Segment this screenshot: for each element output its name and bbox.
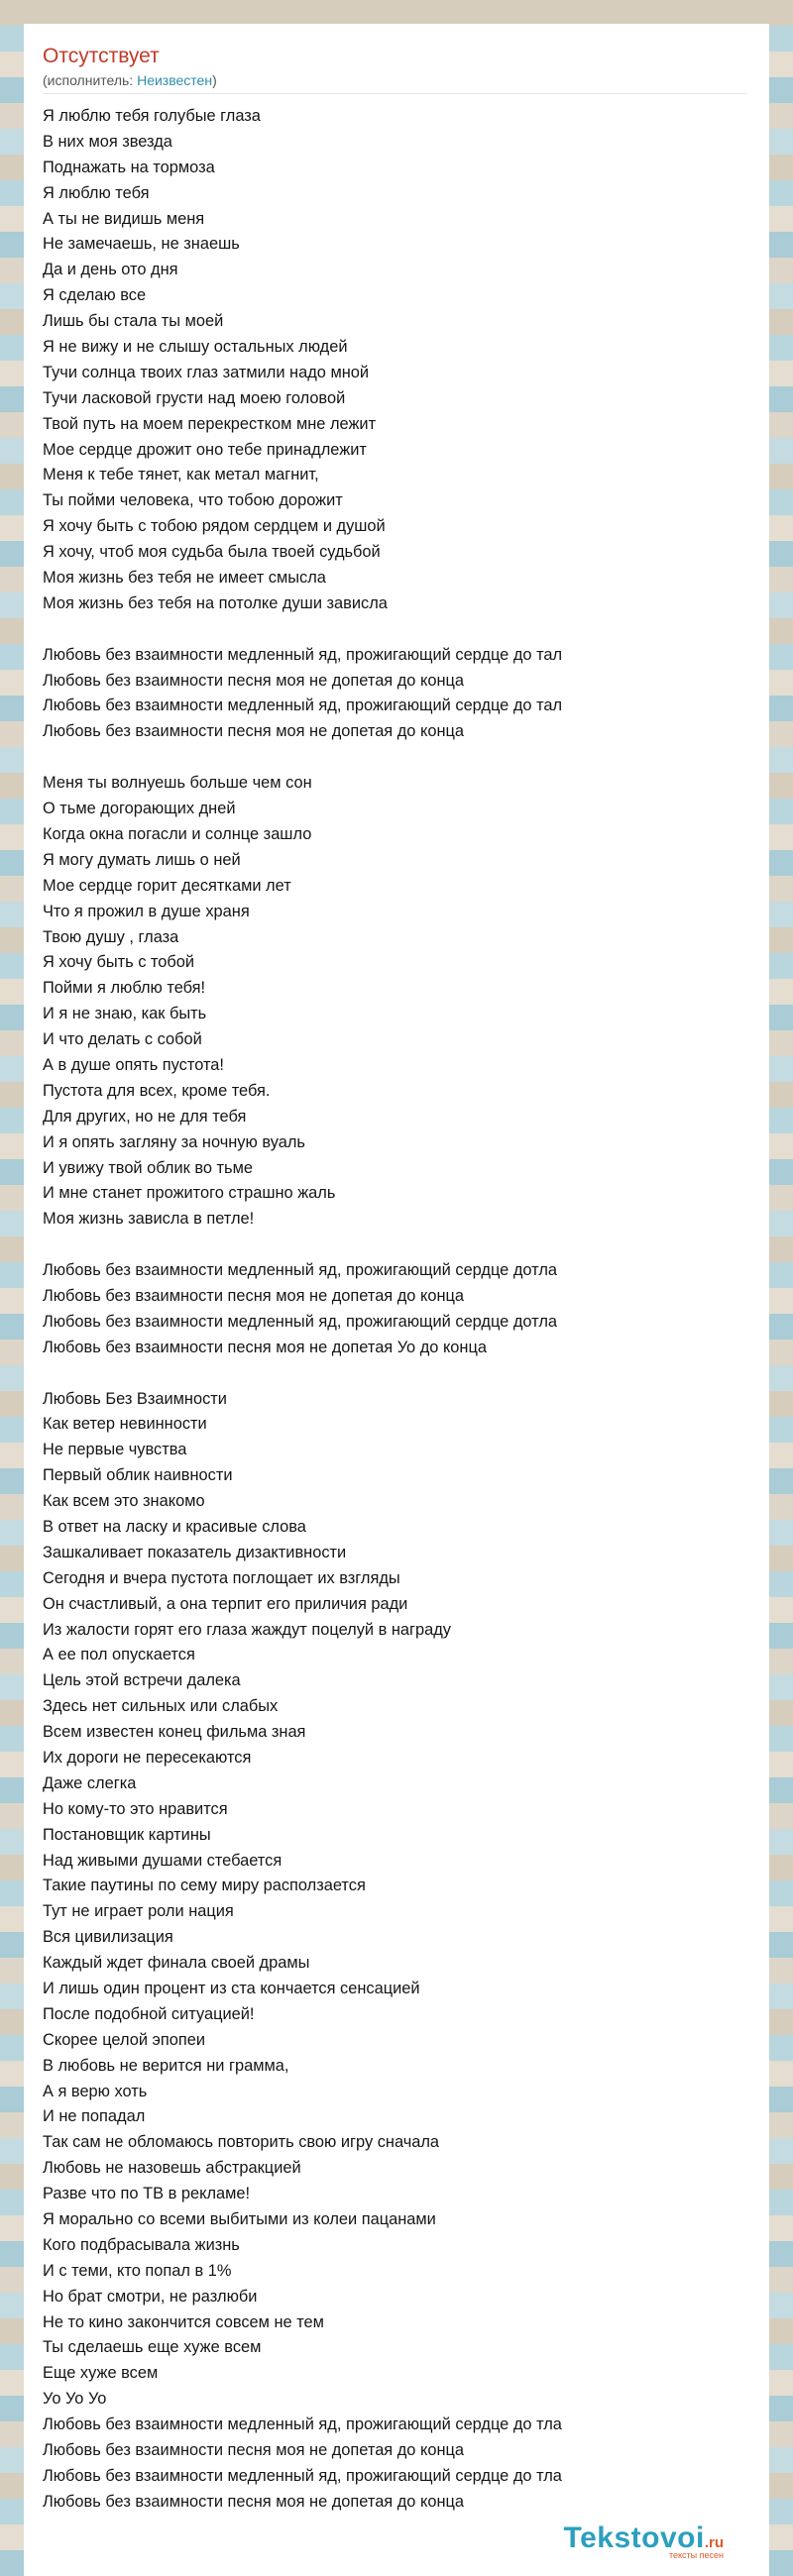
stanza-break [43,617,746,643]
stanza-break [43,745,746,771]
lyric-line: И что делать с собой [43,1030,202,1049]
logo-tld: .ru [704,2534,724,2551]
lyric-line: Когда окна погасли и солнце зашло [43,824,312,843]
lyric-line: Цель этой встречи далека [43,1671,241,1690]
lyric-line: Твою душу , глаза [43,927,179,946]
lyric-line: Меня к тебе тянет, как метал магнит, [43,466,319,484]
lyric-line: Как всем это знакомо [43,1492,205,1511]
lyric-line: Любовь без взаимности песня моя не допетая до конца [43,722,464,741]
song-title: Отсутствует [43,45,160,67]
lyric-line: Тучи солнца твоих глаз затмили надо мной [43,363,370,381]
lyric-line: И не попадал [43,2107,146,2126]
lyric-line: Он счастливый, а она терпит его приличия ради [43,1594,408,1613]
lyric-line: Что я прожил в душе храня [43,902,250,920]
lyric-line: Для других, но не для тебя [43,1107,247,1126]
lyric-line: И лишь один процент из ста кончается сенсацией [43,1980,420,1998]
lyric-line: Такие паутины по сему миру расползается [43,1877,366,1895]
lyric-line: Моя жизнь без тебя не имеет смысла [43,569,326,588]
lyric-line: Поднажать на тормоза [43,158,215,176]
lyric-line: Но кому-то это нравится [43,1799,228,1818]
lyric-line: Не первые чувства [43,1441,187,1459]
lyric-line: Скорее целой эпопеи [43,2030,206,2049]
lyric-line: После подобной ситуацией! [43,2004,255,2023]
artist-suffix: ) [212,72,217,88]
lyric-line: Ты пойми человека, что тобою дорожит [43,491,343,510]
logo-tagline: тексты песен [668,2550,724,2560]
lyric-line: Мое сердце дрожит оно тебе принадлежит [43,440,367,459]
lyric-line: Лишь бы стала ты моей [43,312,224,331]
lyric-line: Твой путь на моем перекрестком мне лежит [43,414,377,433]
lyric-line: Любовь без взаимности медленный яд, прожигающий сердце дотла [43,1261,558,1280]
lyric-line: Тучи ласковой грусти над моею головой [43,388,346,407]
lyric-line: В ответ на ласку и красивые слова [43,1517,306,1536]
lyric-line: Ты сделаешь еще хуже всем [43,2338,262,2357]
lyric-line: Но брат смотри, не разлюби [43,2287,258,2306]
lyric-line: Меня ты волнуешь больше чем сон [43,774,312,793]
lyric-line: И мне станет прожитого страшно жаль [43,1184,336,1203]
lyric-line: А я верю хоть [43,2082,148,2100]
lyric-line: Я сделаю все [43,286,147,305]
artist-line [43,71,217,89]
lyric-line: Я могу думать лишь о ней [43,850,241,869]
lyric-line: Здесь нет сильных или слабых [43,1697,279,1716]
lyric-line: Да и день ото дня [43,261,178,279]
lyric-line: Я морально со всеми выбитыми из колеи пацанами [43,2210,436,2229]
lyric-line: Еще хуже всем [43,2364,159,2383]
lyric-line: Я не вижу и не слышу остальных людей [43,338,348,357]
lyric-line: Я хочу быть с тобой [43,953,195,972]
lyric-line: Моя жизнь без тебя на потолке души зависла [43,593,388,612]
lyric-line: Любовь без взаимности медленный яд, прожигающий сердце дотла [43,1312,558,1331]
lyric-line: И увижу твой облик во тьме [43,1158,253,1177]
stanza-break [43,1233,746,1258]
lyric-line: Любовь без взаимности медленный яд, прожигающий сердце до тал [43,645,563,664]
lyric-line: Первый облик наивности [43,1466,233,1485]
artist-link[interactable]: Неизвестен [137,72,213,88]
lyric-line: Постановщик картины [43,1825,211,1844]
lyric-line: Их дороги не пересекаются [43,1749,252,1767]
lyrics-text [43,104,746,2516]
lyric-line: Я хочу быть с тобою рядом сердцем и душой [43,517,386,536]
lyric-line: Мое сердце горит десятками лет [43,876,291,895]
title-divider [43,93,747,94]
lyric-line: А ты не видишь меня [43,209,205,228]
lyric-line: Как ветер невинности [43,1415,207,1434]
lyric-line: Не замечаешь, не знаешь [43,235,240,254]
lyric-line: Кого подбрасывала жизнь [43,2235,240,2254]
lyric-line: Любовь без взаимности медленный яд, прожигающий сердце до тла [43,2466,562,2485]
lyric-line: Я люблю тебя [43,183,150,202]
lyric-line: Любовь без взаимности песня моя не допетая до конца [43,1286,464,1305]
lyric-line: Зашкаливает показатель дизактивности [43,1543,347,1561]
lyric-line: Даже слегка [43,1773,137,1792]
lyric-line: Каждый ждет финала своей драмы [43,1954,310,1973]
logo-name: Tekstovoi [563,2522,705,2554]
lyric-line: Я хочу, чтоб моя судьба была твоей судьбой [43,543,381,562]
lyric-line: Любовь без взаимности песня моя не допетая до конца [43,671,464,690]
lyric-line: Любовь без взаимности песня моя не допетая до конца [43,2441,464,2460]
lyric-line: И я не знаю, как быть [43,1005,207,1023]
lyric-line: Уо Уо Уо [43,2390,107,2409]
lyric-line: Любовь без взаимности медленный яд, прожигающий сердце до тал [43,697,563,715]
lyric-line: А в душе опять пустота! [43,1055,224,1074]
lyric-line: Тут не играет роли нация [43,1902,234,1921]
lyric-line: Любовь Без Взаимности [43,1389,227,1408]
lyric-line: В любовь не верится ни грамма, [43,2056,289,2075]
lyric-line: Всем известен конец фильма зная [43,1723,306,1742]
lyric-line: Вся цивилизация [43,1928,173,1947]
lyric-line: Так сам не обломаюсь повторить свою игру сначала [43,2133,440,2152]
lyric-line: В них моя звезда [43,132,172,151]
site-logo[interactable] [564,2522,724,2560]
lyric-line: Любовь без взаимности песня моя не допетая Уо до конца [43,1338,487,1356]
lyric-line: Пойми я люблю тебя! [43,979,206,998]
stanza-break [43,1361,746,1387]
lyric-line: Я люблю тебя голубые глаза [43,107,261,125]
lyric-line: Любовь без взаимности медленный яд, прожигающий сердце до тла [43,2415,562,2434]
lyric-line: Сегодня и вчера пустота поглощает их взгляды [43,1568,400,1587]
lyric-line: Над живыми душами стебается [43,1851,283,1870]
lyric-line: Не то кино закончится совсем не тем [43,2312,324,2331]
lyric-line: Пустота для всех, кроме тебя. [43,1081,271,1100]
lyric-line: И я опять загляну за ночную вуаль [43,1132,305,1151]
lyric-line: Любовь без взаимности песня моя не допетая до конца [43,2492,464,2511]
artist-prefix: (исполнитель: [43,72,138,88]
lyric-line: И с теми, кто попал в 1% [43,2261,232,2280]
lyric-line: Разве что по ТВ в рекламе! [43,2185,251,2203]
lyric-line: Из жалости горят его глаза жаждут поцелуй в награду [43,1620,452,1639]
lyric-line: О тьме догорающих дней [43,800,236,818]
lyric-line: Любовь не назовешь абстракцией [43,2159,301,2178]
lyric-line: А ее пол опускается [43,1646,195,1664]
lyrics-card [24,24,769,2576]
lyric-line: Моя жизнь зависла в петле! [43,1210,255,1229]
